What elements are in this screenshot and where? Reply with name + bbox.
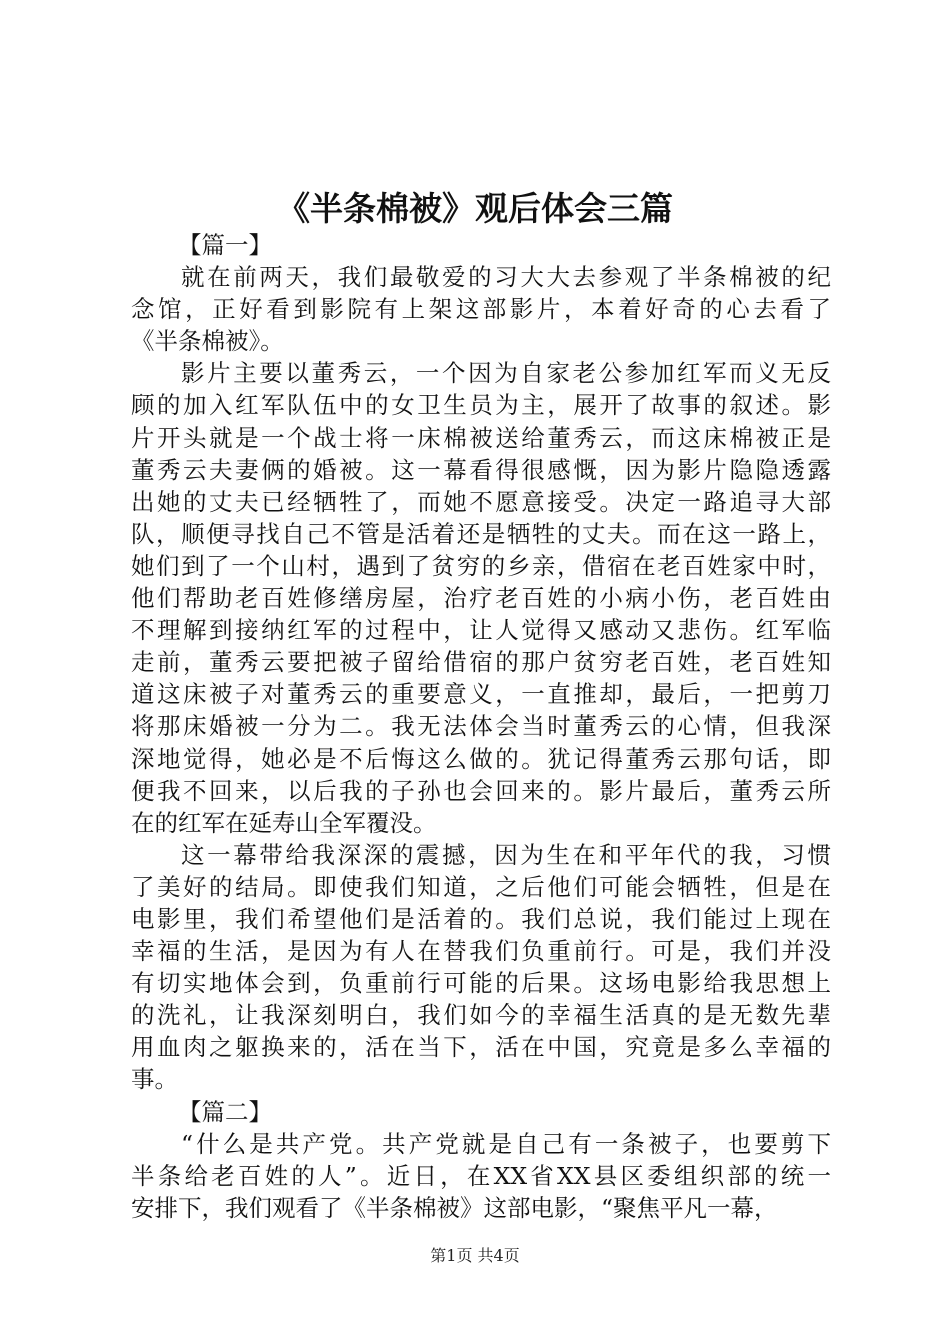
- document-title: 《半条棉被》观后体会三篇: [277, 189, 673, 228]
- text-line: 幸福的生活，是因为有人在替我们负重前行。可是，我们并没: [131, 937, 831, 966]
- text-line: 顾的加入红军队伍中的女卫生员为主，展开了故事的叙述。影: [131, 391, 831, 420]
- paragraph: [131, 839, 831, 1096]
- text-line: 董秀云夫妻俩的婚被。这一幕看得很感慨，因为影片隐隐透露: [131, 455, 831, 484]
- text-line: 他们帮助老百姓修缮房屋，治疗老百姓的小病小伤，老百姓由: [131, 584, 831, 613]
- section-heading: 【篇二】: [178, 1097, 272, 1126]
- text-line: 她们到了一个山村，遇到了贫穷的乡亲，借宿在老百姓家中时，: [131, 551, 831, 580]
- text-line: 走前，董秀云要把被子留给借宿的那户贫穷老百姓，老百姓知: [131, 648, 831, 677]
- text-line: 就在前两天，我们最敬爱的习大大去参观了半条棉被的纪: [181, 263, 831, 292]
- text-line: 将那床婚被一分为二。我无法体会当时董秀云的心情，但我深: [131, 712, 831, 741]
- text-line: 在的红军在延寿山全军覆没。: [131, 808, 437, 837]
- text-line: 这一幕带给我深深的震撼，因为生在和平年代的我，习惯: [181, 840, 831, 869]
- text-line: 事。: [131, 1065, 178, 1094]
- document-body: [131, 229, 831, 1224]
- text-line: 安排下，我们观看了《半条棉被》这部电影，“聚焦平凡一幕，: [131, 1193, 778, 1222]
- text-line: 念馆，正好看到影院有上架这部影片，本着好奇的心去看了: [131, 295, 831, 324]
- text-line: 片开头就是一个战士将一床棉被送给董秀云，而这床棉被正是: [131, 423, 831, 452]
- text-line: 便我不回来，以后我的子孙也会回来的。影片最后，董秀云所: [131, 776, 831, 805]
- paragraph: [131, 1128, 831, 1224]
- text-line: 有切实地体会到，负重前行可能的后果。这场电影给我思想上: [131, 969, 831, 998]
- text-line: 影片主要以董秀云，一个因为自家老公参加红军而义无反: [181, 359, 831, 388]
- text-line: 的洗礼，让我深刻明白，我们如今的幸福生活真的是无数先辈: [131, 1001, 831, 1030]
- section-heading: 【篇一】: [178, 231, 272, 259]
- paragraph: [131, 357, 831, 838]
- paragraph: [131, 261, 831, 357]
- text-line: 电影里，我们希望他们是活着的。我们总说，我们能过上现在: [131, 904, 831, 933]
- text-line: 深地觉得，她必是不后悔这么做的。犹记得董秀云那句话，即: [131, 744, 831, 773]
- text-line: “什么是共产党。共产党就是自己有一条被子，也要剪下: [181, 1129, 831, 1158]
- text-line: 半条给老百姓的人”。近日，在XX省XX县区委组织部的统一: [131, 1161, 831, 1190]
- text-line: 用血肉之躯换来的，活在当下，活在中国，究竟是多么幸福的: [131, 1033, 831, 1062]
- text-line: 队，顺便寻找自己不管是活着还是牺牲的丈夫。而在这一路上，: [131, 519, 831, 548]
- text-line: 了美好的结局。即使我们知道，之后他们可能会牺牲，但是在: [131, 872, 831, 901]
- page-footer: 第1页 共4页: [430, 1246, 520, 1265]
- text-line: 道这床被子对董秀云的重要意义，一直推却，最后，一把剪刀: [131, 680, 831, 709]
- text-line: 《半条棉被》。: [131, 327, 284, 356]
- text-line: 出她的丈夫已经牺牲了，而她不愿意接受。决定一路追寻大部: [131, 487, 831, 516]
- text-line: 不理解到接纳红军的过程中，让人觉得又感动又悲伤。红军临: [131, 616, 831, 645]
